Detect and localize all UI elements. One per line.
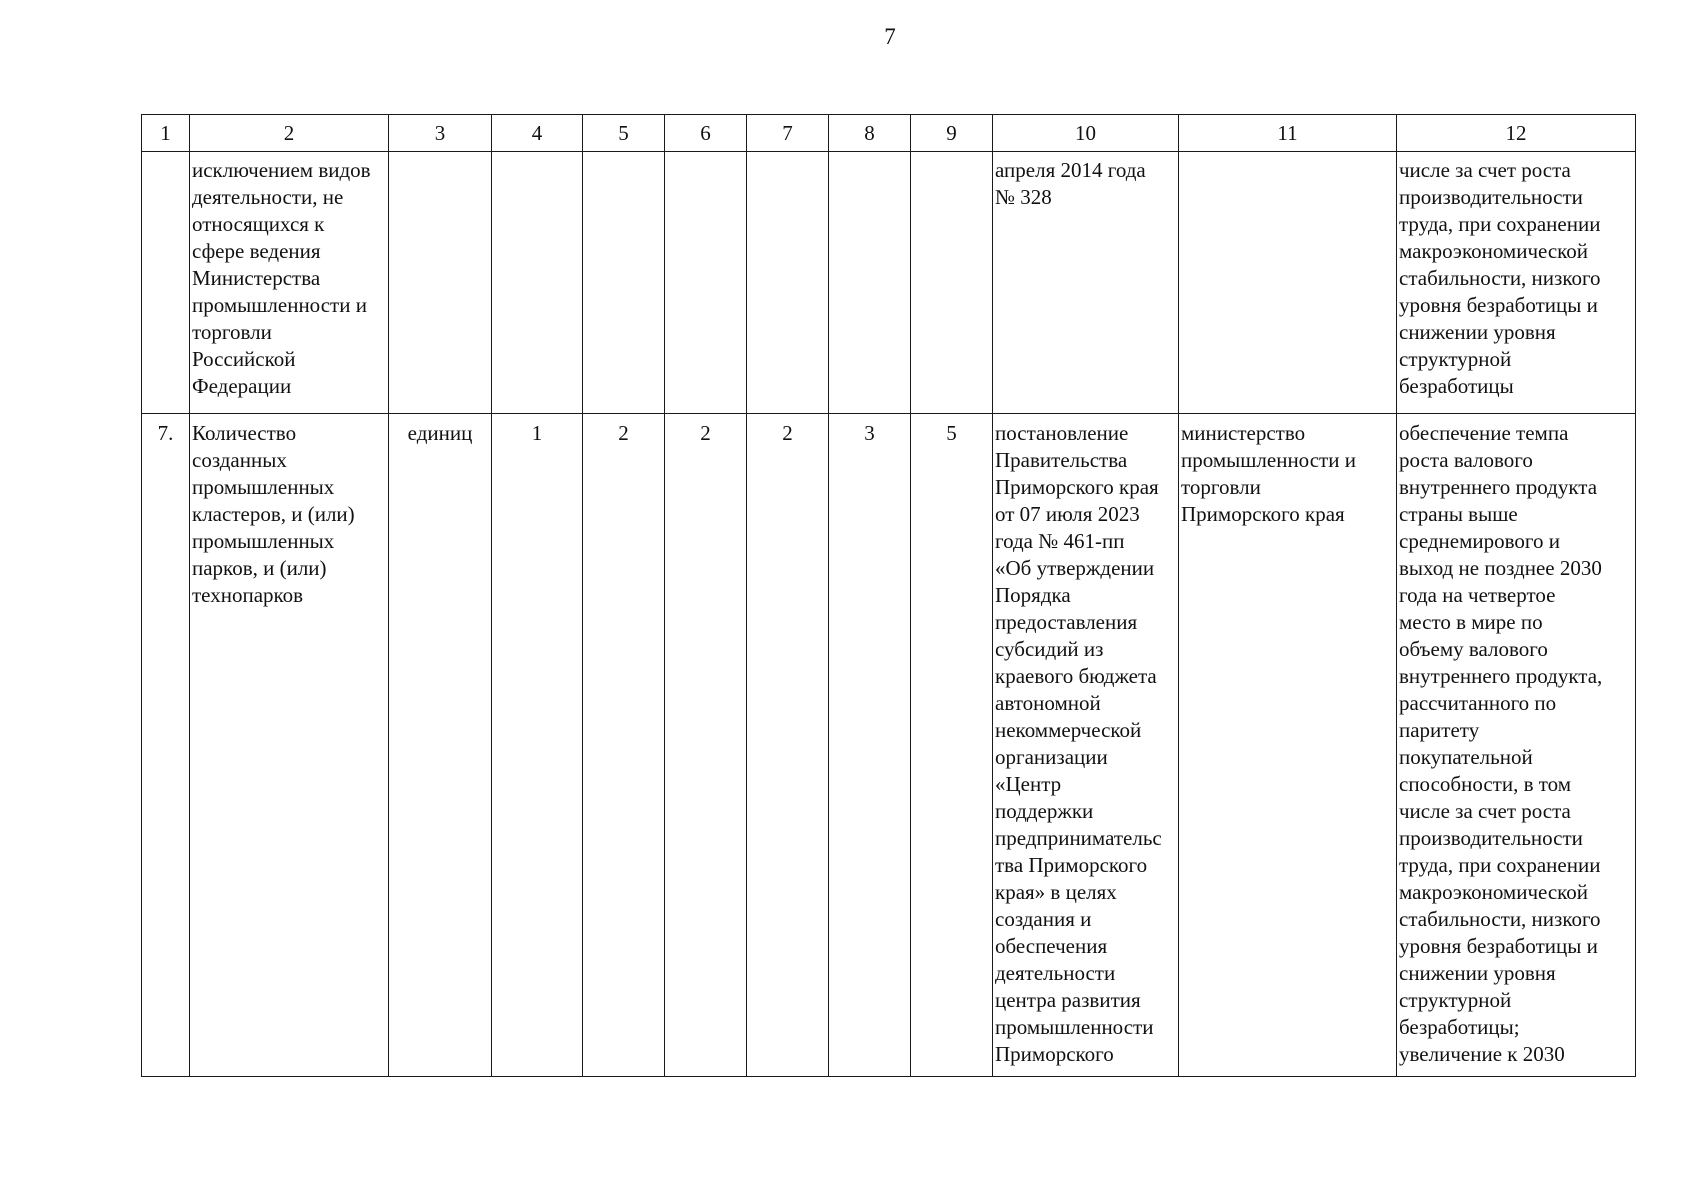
header-row xyxy=(142,115,1636,152)
goal-cell: обеспечение темпа роста валового внутреннего продукта страны выше среднемирового и выход не позднее 2030 года на четвертое место в мире по объему валового внутреннего продукта, рассчитанного по паритету покупательной способности, в том числе за счет роста производительности труда, при сохранении макроэкономической стабильности, низкого уровня безработицы и снижении уровня структурной безработицы; увеличение к 2030 xyxy=(1397,414,1636,1077)
legal-basis-cell: апреля 2014 года № 328 xyxy=(993,152,1179,414)
value-cell: 1 xyxy=(492,414,583,1077)
indicator-name: Количество созданных промышленных кластеров, и (или) промышленных парков, и (или) технопарков xyxy=(190,414,389,1077)
column-header: 10 xyxy=(993,115,1179,152)
value-cell xyxy=(492,152,583,414)
value-cell xyxy=(829,152,911,414)
column-header: 8 xyxy=(829,115,911,152)
value-cell xyxy=(583,152,665,414)
value-cell: 2 xyxy=(747,414,829,1077)
column-header: 1 xyxy=(142,115,190,152)
indicator-table xyxy=(141,114,1636,1077)
unit-cell: единиц xyxy=(389,414,492,1077)
goal-cell: числе за счет роста производительности труда, при сохранении макроэкономической стабильности, низкого уровня безработицы и снижении уровня структурной безработицы xyxy=(1397,152,1636,414)
responsible-cell: министерство промышленности и торговли Приморского края xyxy=(1179,414,1397,1077)
table-row xyxy=(142,414,1636,1077)
value-cell: 2 xyxy=(665,414,747,1077)
value-cell: 3 xyxy=(829,414,911,1077)
legal-basis-cell: постановление Правительства Приморского края от 07 июля 2023 года № 461-пп «Об утверждении Порядка предоставления субсидий из краевого бюджета автономной некоммерческой организации «Центр поддержки предпринимательс тва Приморского края» в целях создания и обеспечения деятельности центра развития промышленности Приморского xyxy=(993,414,1179,1077)
column-header: 4 xyxy=(492,115,583,152)
column-header: 7 xyxy=(747,115,829,152)
value-cell xyxy=(665,152,747,414)
responsible-cell xyxy=(1179,152,1397,414)
row-index xyxy=(142,152,190,414)
column-header: 11 xyxy=(1179,115,1397,152)
indicator-name: исключением видов деятельности, не относящихся к сфере ведения Министерства промышленности и торговли Российской Федерации xyxy=(190,152,389,414)
value-cell: 5 xyxy=(911,414,993,1077)
column-header: 2 xyxy=(190,115,389,152)
unit-cell xyxy=(389,152,492,414)
table-row xyxy=(142,152,1636,414)
column-header: 6 xyxy=(665,115,747,152)
column-header: 9 xyxy=(911,115,993,152)
column-header: 3 xyxy=(389,115,492,152)
value-cell xyxy=(911,152,993,414)
value-cell xyxy=(747,152,829,414)
column-header: 12 xyxy=(1397,115,1636,152)
column-header: 5 xyxy=(583,115,665,152)
row-index: 7. xyxy=(142,414,190,1077)
value-cell: 2 xyxy=(583,414,665,1077)
page-number: 7 xyxy=(884,24,896,49)
